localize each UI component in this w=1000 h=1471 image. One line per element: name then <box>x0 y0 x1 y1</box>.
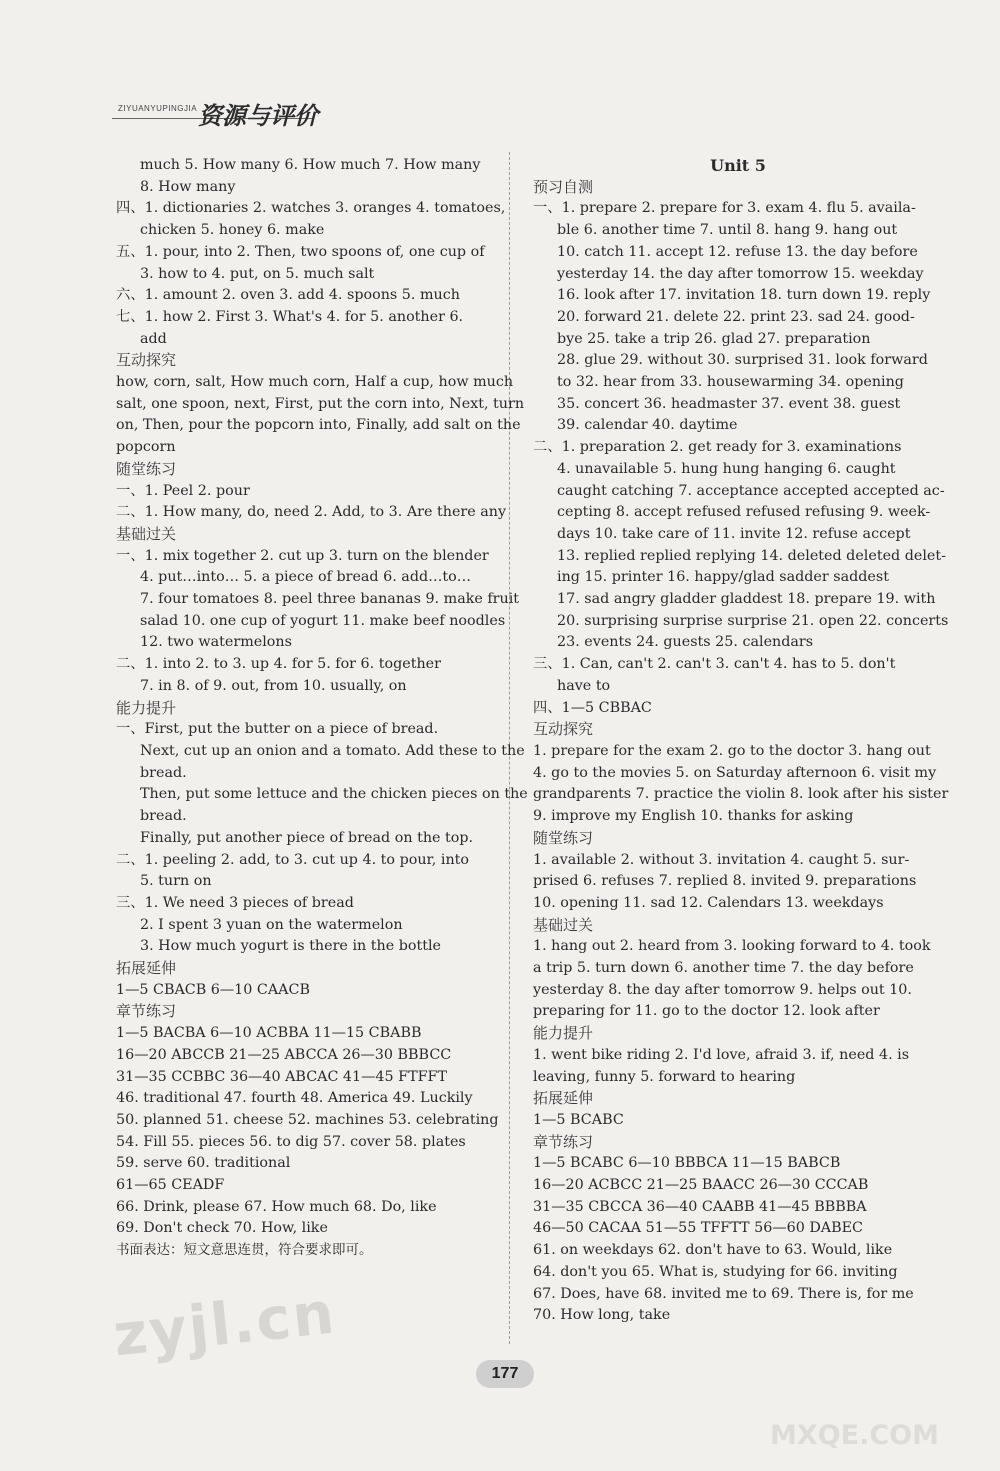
answer-line: Finally, put another piece of bread on the top. <box>140 829 474 846</box>
answer-line: 四、1—5 CBBAC <box>533 699 652 716</box>
answer-line: ble 6. another time 7. until 8. hang 9. hang out <box>557 222 898 239</box>
watermark-right: MXQE.COM <box>770 1420 939 1451</box>
answer-line: 1. available 2. without 3. invitation 4. caught 5. sur- <box>533 851 910 868</box>
answer-line: 17. sad angry gladder gladdest 18. prepare 19. with <box>557 591 936 608</box>
answer-line: 16—20 ABCCB 21—25 ABCCA 26—30 BBBCC <box>116 1046 452 1063</box>
answer-line: 二、1. peeling 2. add, to 3. cut up 4. to pour, into <box>116 851 470 868</box>
section-heading: 拓展延伸 <box>116 959 177 978</box>
section-heading: 拓展延伸 <box>533 1089 594 1108</box>
answer-line: 一、1. Peel 2. pour <box>116 482 250 499</box>
answer-line: 7. in 8. of 9. out, from 10. usually, on <box>140 677 407 694</box>
answer-line: popcorn <box>116 439 176 456</box>
answer-line: yesterday 14. the day after tomorrow 15. weekday <box>557 265 924 282</box>
right-column <box>533 155 949 1327</box>
answer-line: 六、1. amount 2. oven 3. add 4. spoons 5. much <box>116 287 460 304</box>
answer-line: cepting 8. accept refused refused refusing 9. week- <box>557 504 931 521</box>
answer-line: 70. How long, take <box>533 1307 671 1324</box>
answer-line: 2. I spent 3 yuan on the watermelon <box>140 916 403 933</box>
answer-line: 4. put…into… 5. a piece of bread 6. add…to… <box>140 569 472 586</box>
answer-line: 54. Fill 55. pieces 56. to dig 57. cover 58. plates <box>116 1133 466 1150</box>
answer-line: caught catching 7. acceptance accepted accepted ac- <box>557 482 945 499</box>
section-heading: 章节练习 <box>533 1132 594 1151</box>
answer-line: 61—65 CEADF <box>116 1177 225 1194</box>
answer-line: bye 25. take a trip 26. glad 27. preparation <box>557 330 871 347</box>
answer-line: salad 10. one cup of yogurt 11. make beef noodles <box>140 612 506 629</box>
section-heading: 章节练习 <box>116 1002 177 1021</box>
section-heading: 能力提升 <box>116 698 177 717</box>
answer-line: 20. surprising surprise surprise 21. open 22. concerts <box>557 612 949 629</box>
answer-line: much 5. How many 6. How much 7. How many <box>140 157 481 173</box>
answer-line: 39. calendar 40. daytime <box>557 417 738 434</box>
answer-line: 一、First, put the butter on a piece of bread. <box>116 721 439 738</box>
answer-line: 20. forward 21. delete 22. print 23. sad 24. good- <box>557 308 915 325</box>
answer-line: 69. Don't check 70. How, like <box>116 1220 328 1237</box>
answer-line: 16—20 ACBCC 21—25 BAACC 26—30 CCCAB <box>533 1177 869 1194</box>
left-column <box>116 155 528 1262</box>
answer-line: 二、1. preparation 2. get ready for 3. examinations <box>533 439 902 456</box>
answer-line: 1—5 CBACB 6—10 CAACB <box>116 981 310 998</box>
answer-line: 3. How much yogurt is there in the bottle <box>140 938 442 955</box>
answer-line: 二、1. How many, do, need 2. Add, to 3. Are there any <box>116 504 507 521</box>
answer-line: 59. serve 60. traditional <box>116 1155 291 1172</box>
page-number: 177 <box>476 1360 534 1388</box>
answer-line: 1—5 BCABC 6—10 BBBCA 11—15 BABCB <box>533 1155 841 1172</box>
answer-line: 七、1. how 2. First 3. What's 4. for 5. another 6. <box>116 308 464 325</box>
answer-line: 13. replied replied replying 14. deleted deleted delet- <box>557 547 946 564</box>
answer-line: 一、1. prepare 2. prepare for 3. exam 4. flu 5. availa- <box>533 200 916 217</box>
answer-line: 50. planned 51. cheese 52. machines 53. celebrating <box>116 1111 499 1128</box>
answer-line: bread. <box>140 764 187 781</box>
answer-line: yesterday 8. the day after tomorrow 9. helps out 10. <box>533 981 912 998</box>
answer-line: 31—35 CBCCA 36—40 CAABB 41—45 BBBBA <box>533 1198 867 1215</box>
answer-line: 31—35 CCBBC 36—40 ABCAC 41—45 FTFFT <box>116 1068 447 1085</box>
answer-line: grandparents 7. practice the violin 8. look after his sister <box>533 786 949 803</box>
answer-line: have to <box>557 677 611 694</box>
answer-line: 1. prepare for the exam 2. go to the doctor 3. hang out <box>533 742 931 759</box>
section-heading: 能力提升 <box>533 1024 594 1043</box>
answer-line: 1. hang out 2. heard from 3. looking forward to 4. took <box>533 938 931 955</box>
answer-line: ing 15. printer 16. happy/glad sadder saddest <box>557 569 889 586</box>
answer-line: a trip 5. turn down 6. another time 7. the day before <box>533 960 914 977</box>
header-pinyin: ZIYUANYUPINGJIA <box>118 104 198 113</box>
answer-line: 66. Drink, please 67. How much 68. Do, like <box>116 1198 437 1215</box>
answer-line: 61. on weekdays 62. don't have to 63. Would, like <box>533 1242 893 1259</box>
answer-line: add <box>140 330 167 347</box>
unit-title: Unit 5 <box>710 156 766 175</box>
section-heading: 基础过关 <box>533 915 594 934</box>
answer-line: 4. go to the movies 5. on Saturday afternoon 6. visit my <box>533 764 937 781</box>
answer-line: Then, put some lettuce and the chicken pieces on the <box>140 786 528 803</box>
section-heading: 预习自测 <box>533 177 594 196</box>
answer-line: bread. <box>140 808 187 825</box>
answer-line: 一、1. mix together 2. cut up 3. turn on the blender <box>116 547 489 564</box>
answer-line: 五、1. pour, into 2. Then, two spoons of, one cup of <box>116 243 485 260</box>
answer-line: 12. two watermelons <box>140 634 292 651</box>
watermark-left: zyjl.cn <box>110 1278 339 1370</box>
answer-line: 10. opening 11. sad 12. Calendars 13. weekdays <box>533 894 884 911</box>
answer-line: chicken 5. honey 6. make <box>140 222 325 239</box>
answer-line: 16. look after 17. invitation 18. turn down 19. reply <box>557 287 931 304</box>
answer-line: 10. catch 11. accept 12. refuse 13. the day before <box>557 243 918 260</box>
section-heading: 基础过关 <box>116 524 177 543</box>
answer-line: 23. events 24. guests 25. calendars <box>557 634 814 651</box>
answer-line: 28. glue 29. without 30. surprised 31. look forward <box>557 352 928 369</box>
header-brand: 资源与评价 <box>198 102 318 130</box>
answer-line: 三、1. Can, can't 2. can't 3. can't 4. has to 5. don't <box>533 656 896 673</box>
answer-line: 四、1. dictionaries 2. watches 3. oranges 4. tomatoes, <box>116 200 506 217</box>
answer-line: 35. concert 36. headmaster 37. event 38. guest <box>557 395 901 412</box>
answer-line: Next, cut up an onion and a tomato. Add these to the <box>140 742 525 759</box>
answer-line: 三、1. We need 3 pieces of bread <box>116 894 354 911</box>
section-heading: 随堂练习 <box>533 828 594 847</box>
answer-line: salt, one spoon, next, First, put the corn into, Next, turn <box>116 395 525 412</box>
answer-line: 9. improve my English 10. thanks for asking <box>533 808 854 825</box>
answer-line: 46—50 CACAA 51—55 TFFTT 56—60 DABEC <box>533 1220 864 1237</box>
answer-line: 4. unavailable 5. hung hung hanging 6. caught <box>557 460 896 477</box>
answer-line: 7. four tomatoes 8. peel three bananas 9. make fruit <box>140 591 520 608</box>
answer-line: on, Then, pour the popcorn into, Finally, add salt on the <box>116 417 521 434</box>
answer-line: 1—5 BCABC <box>533 1111 624 1128</box>
answer-line: days 10. take care of 11. invite 12. refuse accept <box>557 525 911 542</box>
writing-note: 书面表达：短文意思连贯，符合要求即可。 <box>116 1242 373 1259</box>
section-heading: 互动探究 <box>533 720 594 739</box>
answer-line: 8. How many <box>140 178 236 195</box>
answer-line: 46. traditional 47. fourth 48. America 49. Luckily <box>116 1090 473 1107</box>
answer-line: 二、1. into 2. to 3. up 4. for 5. for 6. together <box>116 656 441 673</box>
answer-line: prised 6. refuses 7. replied 8. invited 9. preparations <box>533 873 917 890</box>
answer-line: 64. don't you 65. What is, studying for 66. inviting <box>533 1263 898 1280</box>
answer-line: to 32. hear from 33. housewarming 34. opening <box>557 374 904 391</box>
answer-line: 67. Does, have 68. invited me to 69. There is, for me <box>533 1285 914 1302</box>
section-heading: 随堂练习 <box>116 459 177 478</box>
answer-line: 1—5 BACBA 6—10 ACBBA 11—15 CBABB <box>116 1025 422 1042</box>
answer-line: preparing for 11. go to the doctor 12. look after <box>533 1003 880 1020</box>
answer-line: 3. how to 4. put, on 5. much salt <box>140 265 375 282</box>
page-header <box>112 92 352 132</box>
answer-line: leaving, funny 5. forward to hearing <box>533 1068 796 1085</box>
answer-line: 1. went bike riding 2. I'd love, afraid 3. if, need 4. is <box>533 1046 910 1063</box>
answer-line: 5. turn on <box>140 873 212 890</box>
answer-line: how, corn, salt, How much corn, Half a cup, how much <box>116 374 514 391</box>
section-heading: 互动探究 <box>116 351 177 370</box>
